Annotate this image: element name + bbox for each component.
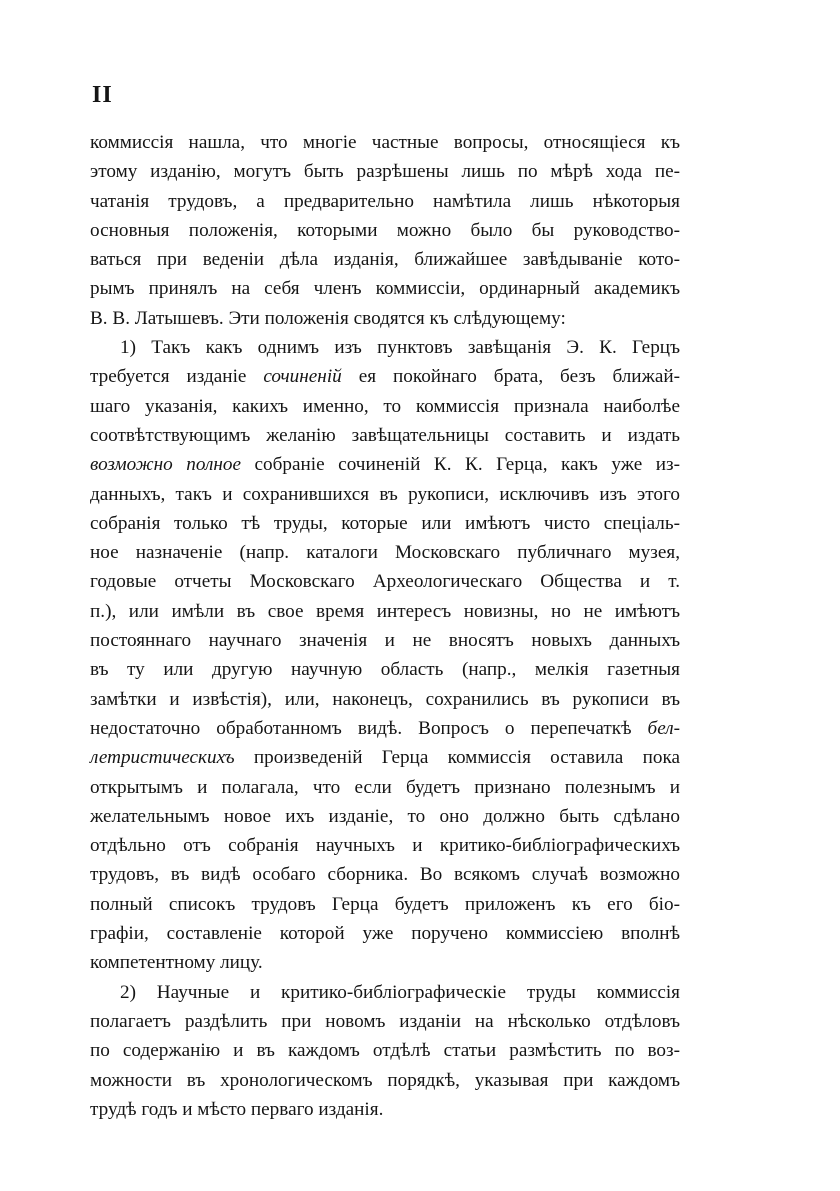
text-segment: недостаточно обработанномъ видѣ. Вопросъ о перепечаткѣ bbox=[90, 717, 648, 739]
italic-text: сочиненій bbox=[263, 366, 342, 388]
text-segment: требуется изданіе bbox=[90, 366, 264, 388]
text-line bbox=[90, 1066, 680, 1095]
text-line bbox=[90, 890, 680, 919]
text-line bbox=[90, 538, 680, 567]
text-segment: коммиссія нашла, что многіе частные вопросы, относящіеся къ bbox=[90, 132, 680, 153]
text-line bbox=[90, 919, 680, 948]
text-line bbox=[90, 567, 680, 596]
text-line bbox=[90, 655, 680, 684]
text-line bbox=[90, 597, 680, 626]
text-segment: отдѣльно отъ собранія научныхъ и критико-библіографическихъ bbox=[90, 835, 680, 857]
text-line bbox=[90, 362, 680, 391]
italic-text: бел- bbox=[647, 717, 680, 739]
text-segment: замѣтки и извѣстія), или, наконецъ, сохранились въ рукописи въ bbox=[90, 688, 680, 710]
text-segment: ея покойнаго брата, безъ ближай- bbox=[341, 366, 681, 388]
text-line bbox=[90, 948, 680, 977]
text-segment: чатанія трудовъ, а предварительно намѣтила лишь нѣкоторыя bbox=[90, 190, 680, 212]
text-segment: ное назначеніе (напр. каталоги Московскаго публичнаго музея, bbox=[90, 542, 680, 564]
text-segment: компетентному лицу. bbox=[90, 952, 263, 974]
text-segment: годовые отчеты Московскаго Археологическаго Общества и т. bbox=[90, 571, 680, 593]
text-line bbox=[90, 1095, 680, 1124]
text-segment: В. В. Латышевъ. Эти положенія сводятся къ слѣдующему: bbox=[90, 307, 566, 329]
text-line bbox=[90, 421, 680, 450]
text-segment: по содержанію и въ каждомъ отдѣлѣ статьи размѣстить по воз- bbox=[90, 1040, 680, 1062]
text-segment: открытымъ и полагала, что если будетъ признано полезнымъ и bbox=[90, 776, 680, 798]
text-segment: постояннаго научнаго значенія и не вносятъ новыхъ данныхъ bbox=[90, 630, 680, 652]
text-segment: въ ту или другую научную область (напр., мелкія газетныя bbox=[90, 659, 680, 681]
text-segment: ваться при веденіи дѣла изданія, ближайшее завѣдываніе кото- bbox=[90, 249, 680, 271]
text-line bbox=[90, 831, 680, 860]
text-line bbox=[90, 128, 680, 157]
text-segment: можности въ хронологическомъ порядкѣ, указывая при каждомъ bbox=[90, 1069, 680, 1091]
text-segment: рымъ принялъ на себя членъ коммиссіи, ординарный академикъ bbox=[90, 278, 680, 300]
text-segment: основныя положенія, которыми можно было бы руководство- bbox=[90, 219, 680, 241]
text-segment: этому изданію, могутъ быть разрѣшены лишь по мѣрѣ хода пе- bbox=[90, 161, 680, 183]
text-segment: трудѣ годъ и мѣсто перваго изданія. bbox=[90, 1098, 384, 1120]
text-segment: шаго указанія, какихъ именно, то коммиссія признала наиболѣе bbox=[90, 395, 680, 417]
text-segment: трудовъ, въ видѣ особаго сборника. Во всякомъ случаѣ возможно bbox=[90, 864, 680, 886]
text-line bbox=[90, 392, 680, 421]
text-segment: полный списокъ трудовъ Герца будетъ приложенъ къ его біо- bbox=[90, 893, 680, 915]
text-segment: 1) Такъ какъ однимъ изъ пунктовъ завѣщанія Э. К. Герцъ bbox=[120, 337, 680, 359]
text-segment: 2) Научные и критико-библіографическіе труды коммиссія bbox=[120, 981, 680, 1003]
text-segment: произведеній Герца коммиссія оставила пока bbox=[234, 747, 680, 769]
text-line bbox=[90, 480, 680, 509]
text-line bbox=[90, 802, 680, 831]
text-line bbox=[90, 773, 680, 802]
text-line bbox=[90, 187, 680, 216]
text-line bbox=[90, 743, 680, 772]
text-line bbox=[90, 860, 680, 889]
text-line bbox=[90, 685, 680, 714]
text-line bbox=[90, 1036, 680, 1065]
text-line bbox=[90, 714, 680, 743]
text-line bbox=[90, 333, 680, 362]
text-line bbox=[90, 509, 680, 538]
text-segment: графіи, составленіе которой уже поручено коммиссіею вполнѣ bbox=[90, 923, 680, 945]
italic-text: летристическихъ bbox=[90, 747, 235, 769]
text-line bbox=[90, 304, 680, 333]
text-segment: полагаетъ раздѣлить при новомъ изданіи на нѣсколько отдѣловъ bbox=[90, 1010, 680, 1032]
text-line bbox=[90, 450, 680, 479]
text-segment: п.), или имѣли въ свое время интересъ новизны, но не имѣютъ bbox=[90, 600, 680, 622]
text-segment: данныхъ, такъ и сохранившихся въ рукописи, исключивъ изъ этого bbox=[90, 483, 680, 505]
text-segment: соотвѣтствующимъ желанію завѣщательницы составить и издать bbox=[90, 424, 680, 446]
text-line bbox=[90, 1007, 680, 1036]
text-line bbox=[90, 216, 680, 245]
page-number: II bbox=[92, 82, 113, 108]
italic-text: возможно полное bbox=[90, 454, 241, 476]
body-text bbox=[90, 128, 680, 1124]
text-line bbox=[90, 626, 680, 655]
text-line bbox=[90, 978, 680, 1007]
text-line bbox=[90, 274, 680, 303]
text-line bbox=[90, 157, 680, 186]
text-segment: собранія только тѣ труды, которые или имѣютъ чисто спеціаль- bbox=[90, 512, 680, 534]
text-segment: желательнымъ новое ихъ изданіе, то оно должно быть сдѣлано bbox=[90, 805, 680, 827]
text-line bbox=[90, 245, 680, 274]
text-segment: собраніе сочиненій К. К. Герца, какъ уже из- bbox=[241, 454, 681, 476]
